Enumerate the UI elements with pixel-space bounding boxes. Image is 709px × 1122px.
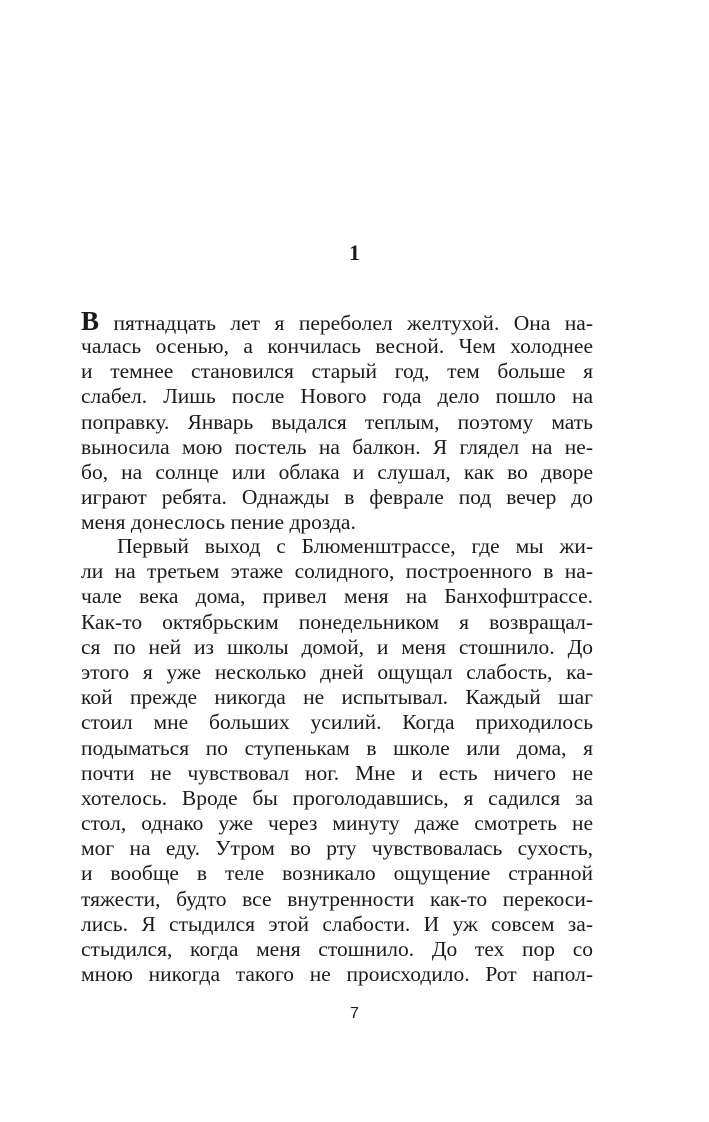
paragraph-line: бо, на солнце или облака и слушал, как во дворе (81, 459, 593, 484)
paragraph-line: чале века дома, привел меня на Банхофштрассе. (81, 584, 593, 609)
line-text: пятнадцать лет я переболел желтухой. Она на- (99, 311, 593, 335)
paragraph-line: и темнее становился старый год, тем больше я (81, 359, 593, 384)
paragraph-2 (81, 534, 593, 987)
paragraph-line: стол, однако уже через минуту даже смотреть не (81, 811, 593, 836)
page-number: 7 (350, 1005, 359, 1022)
paragraph-line: Как-то октябрьским понедельником я возвращал- (81, 609, 593, 634)
paragraph-line: меня донеслось пение дрозда. (81, 510, 356, 535)
paragraph-line: подыматься по ступенькам в школе или дома, я (81, 735, 593, 760)
paragraph-line: ли на третьем этаже солидного, построенного в на- (81, 559, 593, 584)
paragraph-line: поправку. Январь выдался теплым, поэтому мать (81, 409, 593, 434)
paragraph-line: стоил мне больших усилий. Когда приходилось (81, 710, 593, 735)
paragraph-line: ся по ней из школы домой, и меня стошнило. До (81, 634, 593, 659)
paragraph-line: хотелось. Вроде бы проголодавшись, я садился за (81, 785, 593, 810)
paragraph-line: лись. Я стыдился этой слабости. И уж совсем за- (81, 911, 593, 936)
paragraph-line: стыдился, когда меня стошнило. До тех пор со (81, 937, 593, 961)
paragraph-line: почти не чувствовал ног. Мне и есть ничего не (81, 760, 593, 785)
paragraph-line (81, 534, 593, 559)
line-text: Первый выход с Блюменштрассе, где мы жи- (117, 534, 593, 558)
paragraph-line: слабел. Лишь после Нового года дело пошло на (81, 384, 593, 409)
paragraph-line: мною никогда такого не происходило. Рот напол- (81, 962, 593, 987)
paragraph-line: этого я уже несколько дней ощущал слабость, ка- (81, 659, 593, 684)
paragraph-line: выносила мою постель на балкон. Я глядел на не- (81, 434, 593, 459)
chapter-number: 1 (349, 240, 360, 265)
paragraph-1 (81, 308, 593, 536)
paragraph-line: мог на еду. Утром во рту чувствовалась сухость, (81, 836, 593, 861)
paragraph-line: играют ребята. Однажды в феврале под вечер до (81, 485, 593, 510)
paragraph-line: тяжести, будто все внутренности как-то перекоси- (81, 886, 593, 911)
drop-cap: В (81, 306, 100, 336)
paragraph-line (81, 308, 593, 334)
paragraph-line: кой прежде никогда не испытывал. Каждый шаг (81, 685, 593, 710)
paragraph-line: чалась осенью, а кончилась весной. Чем холоднее (81, 334, 593, 358)
paragraph-line: и вообще в теле возникало ощущение странной (81, 861, 593, 886)
